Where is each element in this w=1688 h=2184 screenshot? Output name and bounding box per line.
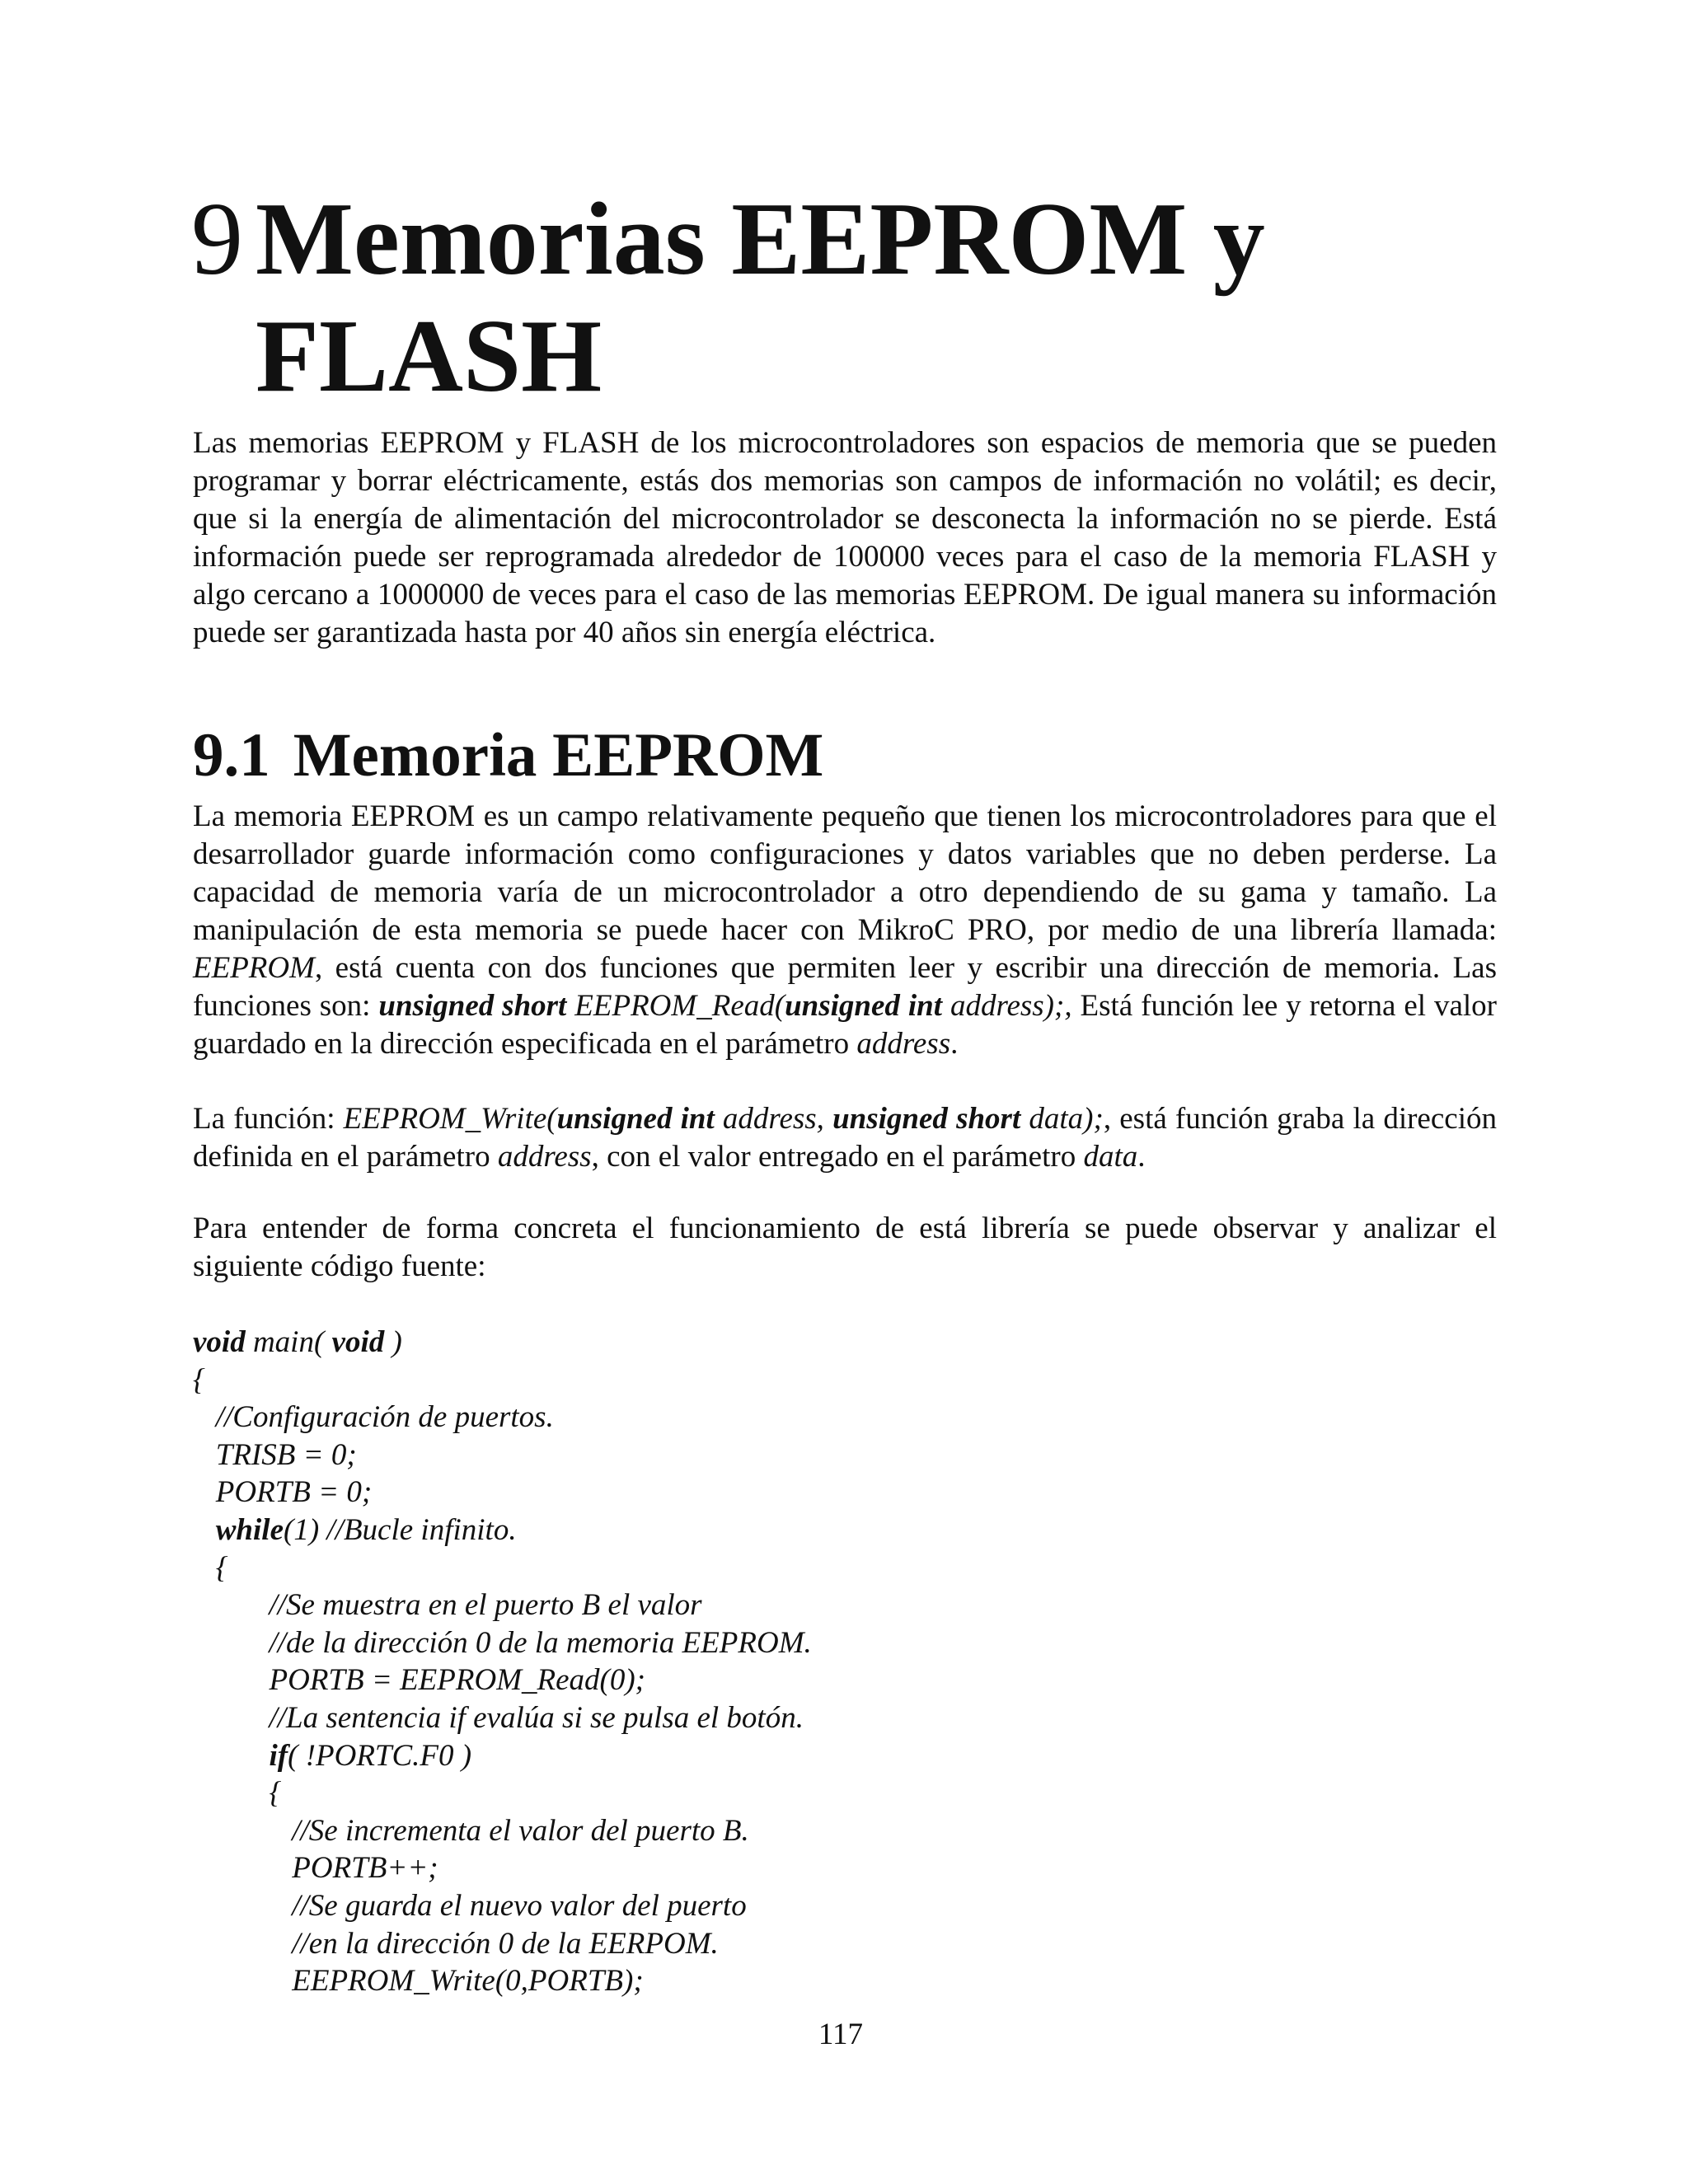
chapter-title-text: Memorias EEPROM y FLASH xyxy=(256,182,1265,414)
code-line: //Se guarda el nuevo valor del puerto xyxy=(193,1888,747,1923)
code-line: EEPROM_Write(0,PORTB); xyxy=(193,1964,644,1999)
section-paragraph-2 xyxy=(193,1100,1497,1176)
paragraph-text: , está función graba la dirección definida en el parámetro xyxy=(193,1102,1497,1174)
param-name: address xyxy=(856,1027,951,1061)
paragraph-text: Está función lee y retorna el valor guardado en la dirección especificada en el parámetro xyxy=(193,989,1497,1061)
code-keyword: void xyxy=(193,1325,246,1359)
code-line: //en la dirección 0 de la EERPOM. xyxy=(193,1926,719,1961)
intro-paragraph: Las memorias EEPROM y FLASH de los microcontroladores son espacios de memoria que se pueden programar y borrar eléctricamente, estás dos memorias son campos de información no volátil; es decir, que si la energía de alimentación del microcontrolador se desconecta la información no se pierde. Está información puede ser reprogramada alrededor de 100000 veces para el caso de la memoria FLASH y algo cercano a 1000000 de veces para el caso de las memorias EEPROM. De igual manera su información puede ser garantizada hasta por 40 años sin energía eléctrica. xyxy=(193,426,1497,649)
code-line: PORTB = EEPROM_Read(0); xyxy=(193,1663,646,1698)
code-line: //Configuración de puertos. xyxy=(193,1400,554,1435)
paragraph-text: La función: xyxy=(193,1102,344,1136)
write-param-type-1: unsigned int xyxy=(556,1102,715,1136)
period: . xyxy=(950,1027,959,1061)
section-title xyxy=(193,719,823,793)
code-line: PORTB++; xyxy=(193,1851,438,1886)
read-return-type: unsigned short xyxy=(378,989,567,1023)
period: . xyxy=(1137,1140,1146,1174)
page-number: 117 xyxy=(818,2018,864,2051)
code-keyword: if xyxy=(269,1738,288,1773)
section-number: 9.1 xyxy=(193,721,270,790)
code-line: //de la dirección 0 de la memoria EEPROM. xyxy=(193,1625,812,1660)
code-keyword: while xyxy=(215,1512,284,1547)
code-line xyxy=(193,1324,1347,1361)
library-name: EEPROM xyxy=(193,951,315,985)
read-function-name: EEPROM_Read( xyxy=(566,989,785,1023)
section-paragraph-1 xyxy=(193,798,1497,1063)
code-line: TRISB = 0; xyxy=(193,1437,357,1472)
write-function-name: EEPROM_Write( xyxy=(343,1102,557,1136)
code-line: //Se muestra en el puerto B el valor xyxy=(193,1588,702,1623)
section-title-text: Memoria EEPROM xyxy=(293,721,824,790)
section-paragraph-3: Para entender de forma concreta el funcionamiento de está librería se puede observar y analizar el siguiente código fuente: xyxy=(193,1212,1497,1283)
code-line: { xyxy=(193,1776,282,1811)
code-line: { xyxy=(193,1362,205,1397)
write-param-type-2: unsigned short xyxy=(832,1102,1021,1136)
read-param-type: unsigned int xyxy=(785,989,942,1023)
data-param: data xyxy=(1083,1140,1138,1174)
paragraph-text: , con el valor entregado en el parámetro xyxy=(591,1140,1084,1174)
code-line: PORTB = 0; xyxy=(193,1475,373,1510)
code-text: main( xyxy=(245,1325,332,1359)
code-keyword: void xyxy=(331,1325,385,1359)
code-text: ) xyxy=(384,1325,402,1359)
read-param: address);, xyxy=(942,989,1072,1023)
code-line: //La sentencia if evalúa si se pulsa el botón. xyxy=(193,1700,804,1735)
code-block xyxy=(193,1324,1347,2000)
write-param-2: data); xyxy=(1020,1102,1104,1136)
chapter-number: 9 xyxy=(191,182,243,297)
code-text: ( !PORTC.F0 ) xyxy=(288,1738,472,1773)
paragraph-text: , está cuenta con dos funciones que permiten leer y escribir una dirección de memoria. Las funciones son: xyxy=(193,951,1497,1023)
code-line xyxy=(193,1511,1347,1549)
paragraph-text: La memoria EEPROM es un campo relativamente pequeño que tienen los microcontroladores para que el desarrollador guarde información como configuraciones y datos variables que no deben perderse. La capacidad de memoria varía de un microcontrolador a otro dependiendo de su gama y tamaño. La manipulación de esta memoria se puede hacer con MikroC PRO, por medio de una librería llamada: xyxy=(193,799,1497,947)
code-line: { xyxy=(193,1550,228,1585)
code-text: (1) //Bucle infinito. xyxy=(284,1512,517,1547)
address-param: address xyxy=(497,1140,592,1174)
code-line: //Se incrementa el valor del puerto B. xyxy=(193,1813,749,1848)
code-line xyxy=(193,1737,1347,1775)
write-param-1: address, xyxy=(714,1102,833,1136)
chapter-title xyxy=(191,181,1510,415)
